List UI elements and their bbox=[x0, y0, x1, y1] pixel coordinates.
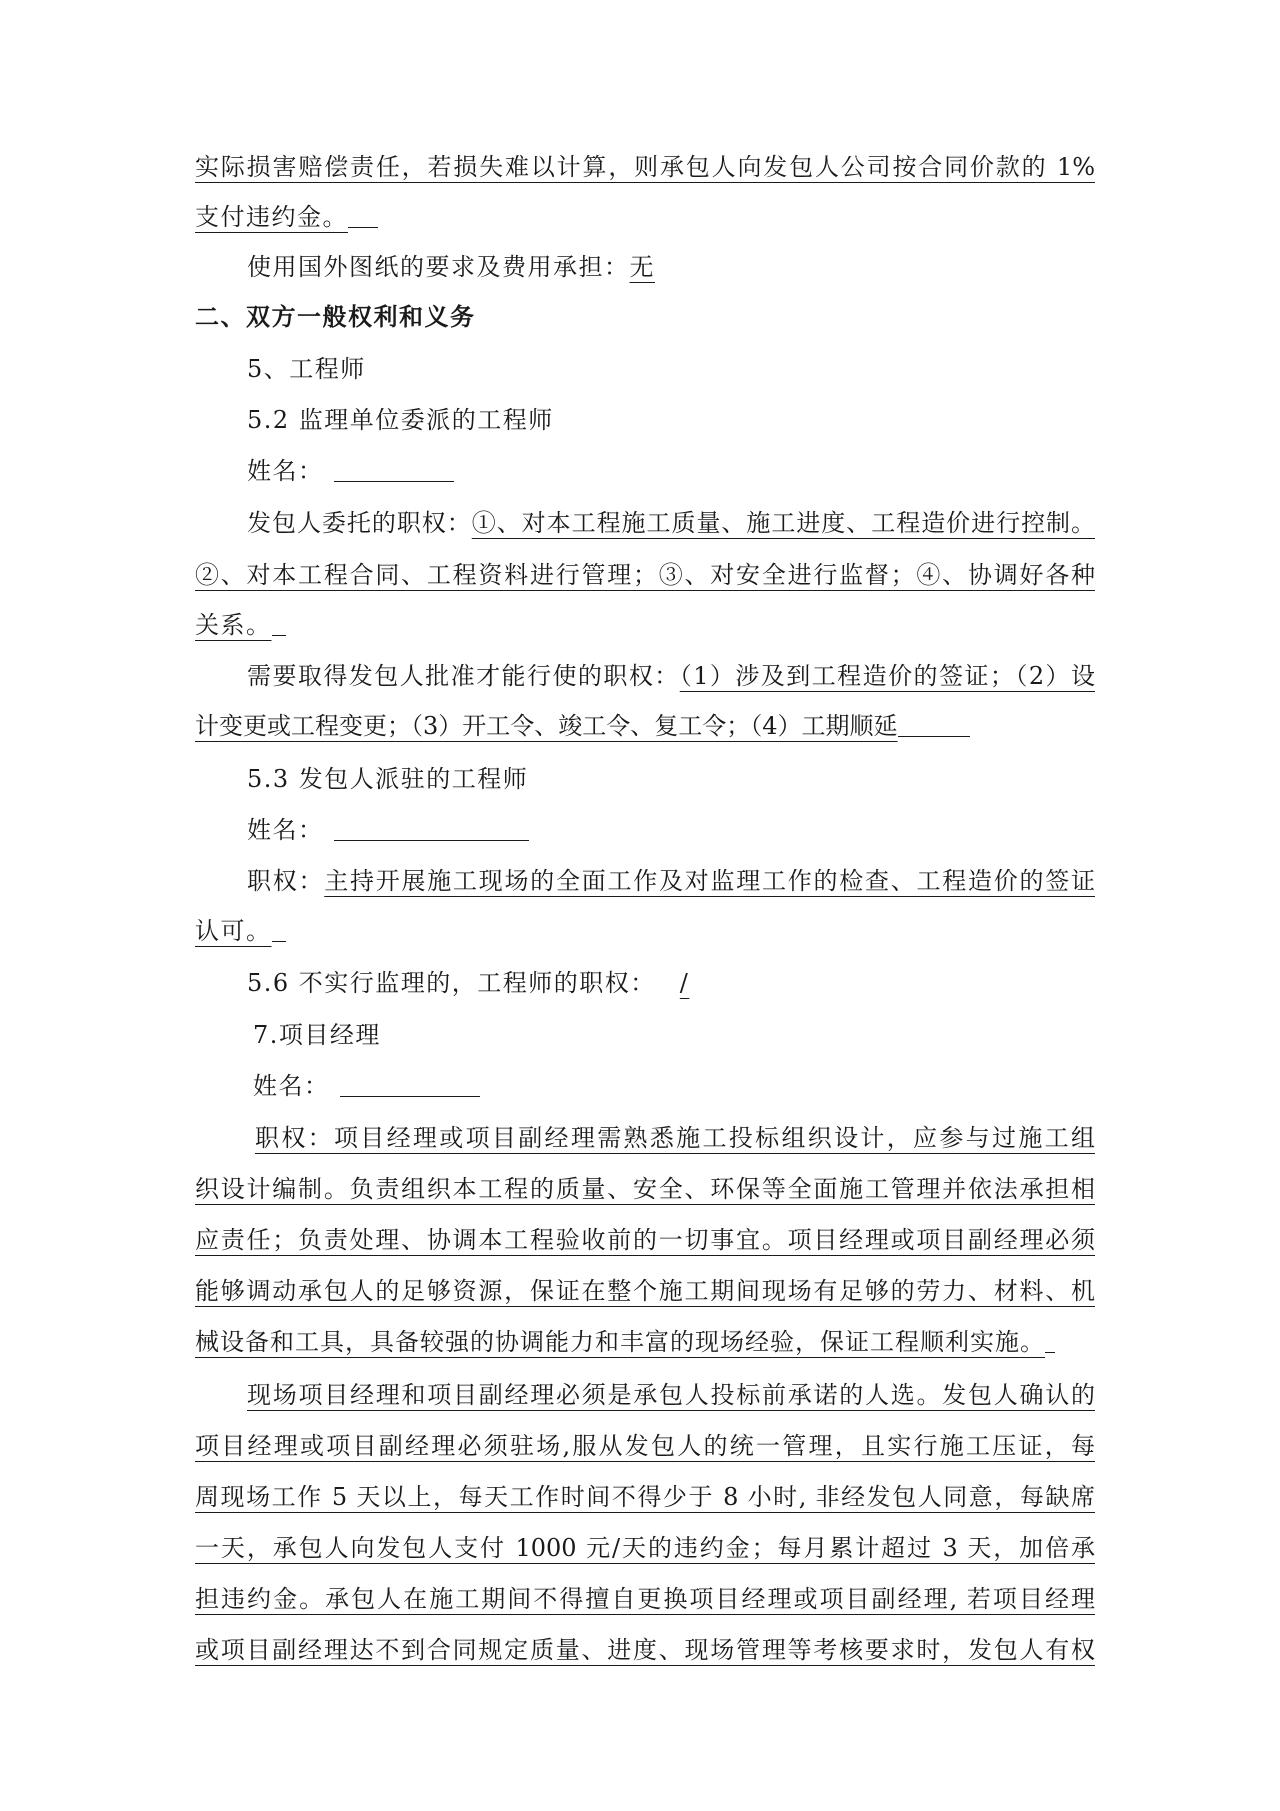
section-7-duty-line-2 bbox=[195, 1172, 1095, 1206]
section-5-6-label: 5.6 不实行监理的，工程师的职权： bbox=[247, 969, 656, 997]
section-5-3-name-row bbox=[247, 813, 529, 847]
duty-text-7-2: 织设计编制。负责组织本工程的质量、安全、环保等全面施工管理并依法承担相 bbox=[195, 1175, 1095, 1203]
section-5-2-heading: 5.2 监理单位委派的工程师 bbox=[247, 406, 554, 434]
duty-blank-7 bbox=[1045, 1326, 1055, 1353]
name-label: 姓名： bbox=[247, 457, 324, 485]
foreign-drawings-clause bbox=[247, 250, 655, 284]
approval-text-2: 计变更或工程变更；（3）开工令、竣工令、复工令；（4）工期顺延 bbox=[195, 712, 898, 740]
penalty-text-1: 实际损害赔偿责任，若损失难以计算，则承包人向发包人公司按合同价款的 1% bbox=[195, 153, 1095, 181]
duty-text-5-3-1: 主持开展施工现场的全面工作及对监理工作的检查、工程造价的签证 bbox=[324, 867, 1095, 895]
section-5-heading: 5、工程师 bbox=[247, 355, 366, 383]
req-text-5: 担违约金。承包人在施工期间不得擅自更换项目经理或项目副经理, 若项目经理 bbox=[195, 1585, 1095, 1613]
duty-text-7-4: 能够调动承包人的足够资源，保证在整个施工期间现场有足够的劳力、材料、机 bbox=[195, 1277, 1095, 1305]
section-5-3-duty-line-2 bbox=[195, 914, 286, 948]
name-label: 姓名： bbox=[253, 1072, 330, 1100]
name-label: 姓名： bbox=[247, 816, 324, 844]
section-7-req-line-4 bbox=[195, 1531, 1095, 1565]
section-7-duty-line-1 bbox=[195, 1121, 1095, 1155]
duty-text-7-1: 职权：项目经理或项目副经理需熟悉施工投标组织设计，应参与过施工组 bbox=[255, 1124, 1095, 1152]
approval-label: 需要取得发包人批准才能行使的职权： bbox=[247, 662, 680, 690]
req-text-6: 或项目副经理达不到合同规定质量、进度、现场管理等考核要求时，发包人有权 bbox=[195, 1636, 1095, 1664]
duty-blank-5-2 bbox=[272, 609, 286, 636]
section-7-duty-line-3 bbox=[195, 1223, 1095, 1257]
section-7-req-line-6 bbox=[195, 1633, 1095, 1667]
section-7-req-line-3 bbox=[195, 1480, 1095, 1514]
section-7-duty-line-4 bbox=[195, 1274, 1095, 1308]
section-7-req-line-5 bbox=[195, 1582, 1095, 1616]
section-7-duty-line-5 bbox=[195, 1325, 1055, 1359]
section-7-heading: 7.项目经理 bbox=[253, 1021, 381, 1049]
penalty-blank bbox=[348, 201, 378, 228]
req-text-2: 项目经理或项目副经理必须驻场,服从发包人的统一管理，且实行施工压证，每 bbox=[195, 1432, 1095, 1460]
duty-text-7-3: 应责任；负责处理、协调本工程验收前的一切事宜。项目经理或项目副经理必须 bbox=[195, 1226, 1095, 1254]
section-5-2-duty-line-2 bbox=[195, 558, 1095, 592]
duty-text-5-2-2: ②、对本工程合同、工程资料进行管理；③、对安全进行监督；④、协调好各种 bbox=[195, 561, 1095, 589]
duty-text-7-5: 械设备和工具，具备较强的协调能力和丰富的现场经验，保证工程顺利实施。 bbox=[195, 1328, 1045, 1356]
duty-text-5-3-2: 认可。 bbox=[195, 917, 272, 945]
duty-blank-5-3 bbox=[272, 915, 286, 942]
section-5-2-name-row bbox=[247, 454, 454, 488]
section-5-3-duty-line-1 bbox=[195, 864, 1095, 898]
duty-label-5-2: 发包人委托的职权： bbox=[247, 509, 472, 537]
penalty-text-2: 支付违约金。 bbox=[195, 203, 348, 231]
section-5-2-duty-line-1 bbox=[195, 506, 1095, 540]
section-7-name-row bbox=[253, 1069, 480, 1103]
section-5-2-approval-line-2 bbox=[195, 709, 970, 743]
req-text-3: 周现场工作 5 天以上，每天工作时间不得少于 8 小时, 非经发包人同意，每缺席 bbox=[195, 1483, 1095, 1511]
foreign-drawings-value: 无 bbox=[629, 253, 655, 281]
section-5-2-approval-line-1 bbox=[195, 659, 1095, 693]
duty-text-5-2-3: 关系。 bbox=[195, 611, 272, 639]
name-blank-5-2 bbox=[334, 455, 454, 482]
foreign-drawings-label: 使用国外图纸的要求及费用承担： bbox=[247, 253, 630, 281]
approval-blank bbox=[898, 710, 970, 737]
section-5-3-heading: 5.3 发包人派驻的工程师 bbox=[247, 765, 529, 793]
section-7-req-line-2 bbox=[195, 1429, 1095, 1463]
duty-text-5-2-1: ①、对本工程施工质量、施工进度、工程造价进行控制。 bbox=[471, 509, 1096, 537]
req-text-4: 一天，承包人向发包人支付 1000 元/天的违约金；每月累计超过 3 天，加倍承 bbox=[195, 1534, 1095, 1562]
name-blank-5-3 bbox=[334, 814, 529, 841]
section-5-6-value: / bbox=[679, 969, 690, 997]
clause-penalty-line-1 bbox=[195, 150, 1095, 184]
duty-label-5-3: 职权： bbox=[247, 867, 325, 895]
clause-penalty-line-2 bbox=[195, 200, 378, 234]
name-blank-7 bbox=[340, 1070, 480, 1097]
section-7-req-line-1 bbox=[195, 1378, 1095, 1412]
req-text-1: 现场项目经理和项目副经理必须是承包人投标前承诺的人选。发包人确认的 bbox=[247, 1381, 1095, 1409]
approval-text-1: （1）涉及到工程造价的签证；（2）设 bbox=[679, 662, 1095, 690]
section-2-heading: 二、双方一般权利和义务 bbox=[195, 302, 476, 331]
section-5-2-duty-line-3 bbox=[195, 608, 286, 642]
section-5-6-row bbox=[247, 966, 701, 1000]
